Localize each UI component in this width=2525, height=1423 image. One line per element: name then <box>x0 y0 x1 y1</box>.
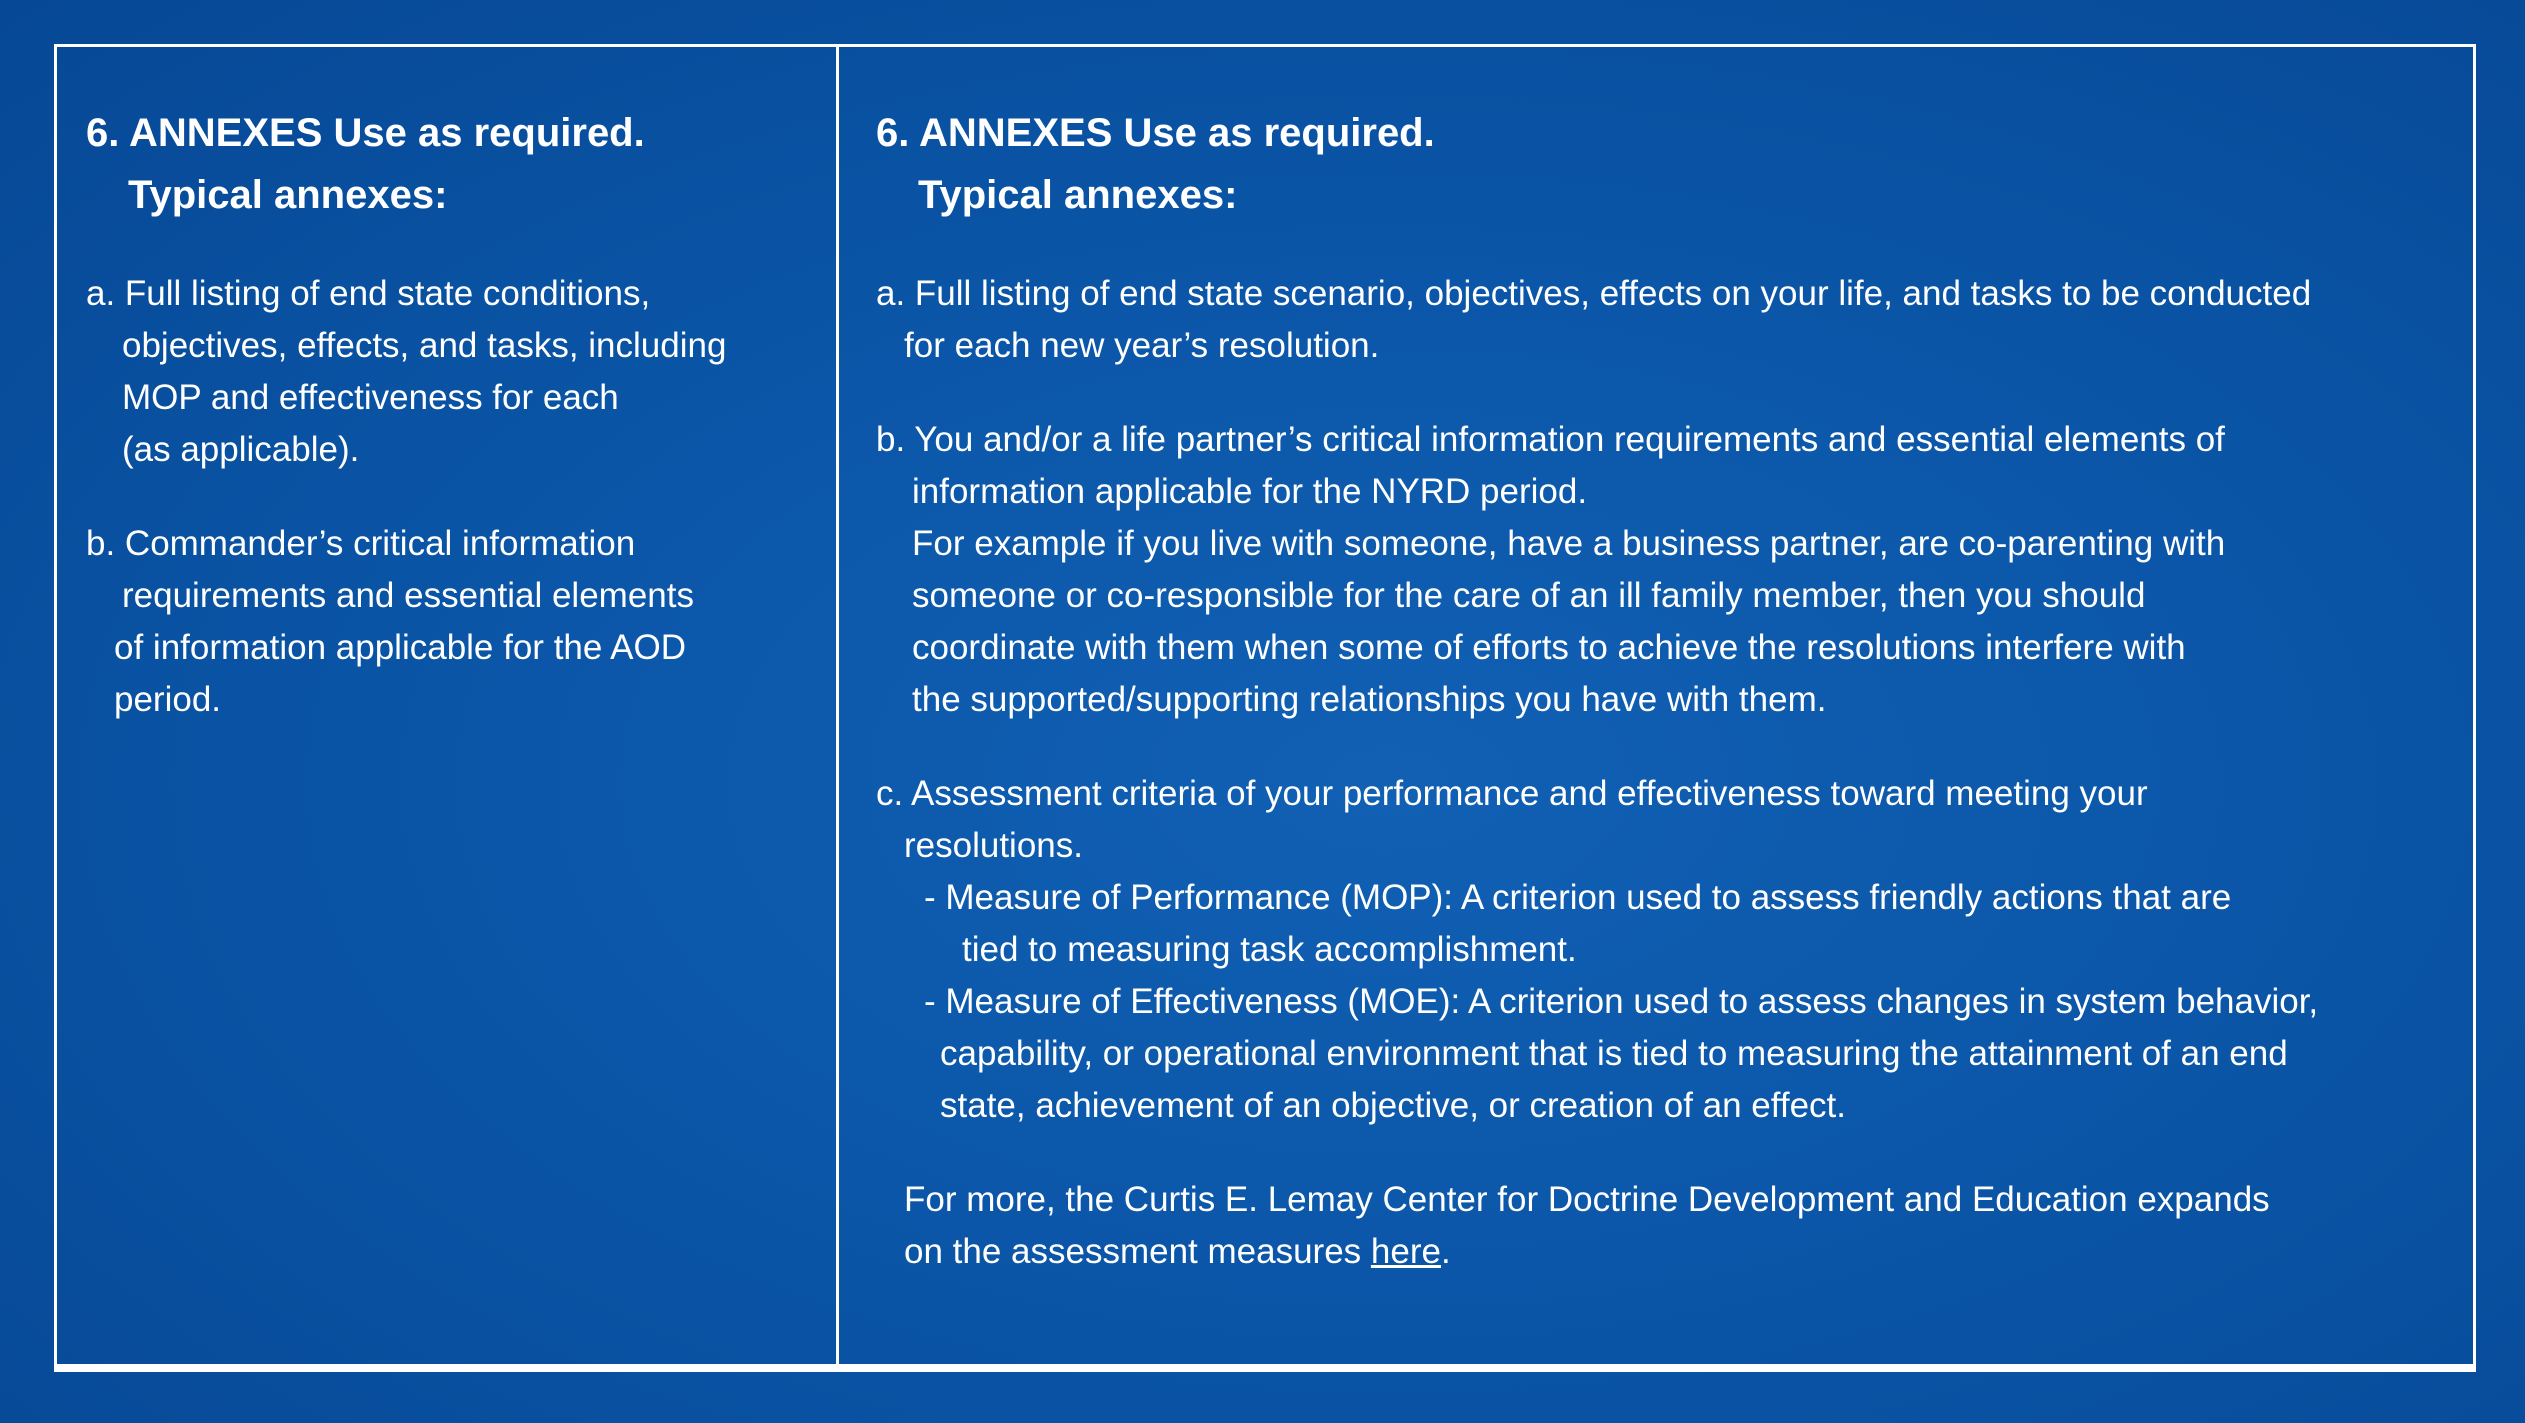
right-item-b-line: someone or co-responsible for the care of an ill family member, then you should <box>912 576 2146 615</box>
right-item-c <box>876 768 2436 1132</box>
right-item-b-line: the supported/supporting relationships you have with them. <box>912 680 1827 719</box>
mop-line: tied to measuring task accomplishment. <box>962 930 1577 969</box>
left-heading <box>86 102 826 226</box>
left-item-b-line: b. Commander’s critical information <box>86 524 636 563</box>
right-item-c-line: resolutions. <box>904 826 1083 865</box>
left-heading-line1: 6. ANNEXES Use as required. <box>86 111 645 155</box>
right-item-b <box>876 414 2436 726</box>
moe-line: - Measure of Effectiveness (MOE): A criterion used to assess changes in system behavior, <box>924 982 2319 1021</box>
footer-line2 <box>876 1226 2436 1278</box>
left-heading-line2: Typical annexes: <box>128 173 448 217</box>
left-item-a <box>86 268 826 476</box>
column-divider <box>836 44 839 1369</box>
right-column <box>876 44 2436 1278</box>
left-item-b-line: of information applicable for the AOD <box>114 628 686 667</box>
right-item-b-line: b. You and/or a life partner’s critical information requirements and essential elements of <box>876 420 2225 459</box>
right-item-b-line: For example if you live with someone, have a business partner, are co-parenting with <box>912 524 2226 563</box>
right-item-c-line: c. Assessment criteria of your performance and effectiveness toward meeting your <box>876 774 2148 813</box>
right-item-b-line: information applicable for the NYRD period. <box>912 472 1588 511</box>
left-item-b-line: requirements and essential elements <box>122 576 694 615</box>
moe-line: capability, or operational environment that is tied to measuring the attainment of an end <box>940 1034 2288 1073</box>
left-column <box>86 44 826 726</box>
moe-line: state, achievement of an objective, or creation of an effect. <box>940 1086 1847 1125</box>
right-item-b-line: coordinate with them when some of efforts to achieve the resolutions interfere with <box>912 628 2186 667</box>
left-item-a-line: objectives, effects, and tasks, including <box>122 326 727 365</box>
footer-line1: For more, the Curtis E. Lemay Center for Doctrine Development and Education expands <box>904 1180 2270 1219</box>
right-footer <box>876 1174 2436 1278</box>
left-item-a-line: MOP and effectiveness for each <box>122 378 619 417</box>
left-item-a-line: a. Full listing of end state conditions, <box>86 274 651 313</box>
mop-line: - Measure of Performance (MOP): A criterion used to assess friendly actions that are <box>924 878 2232 917</box>
right-item-a-line: a. Full listing of end state scenario, objectives, effects on your life, and tasks to be conducted <box>876 274 2312 313</box>
right-heading-line2: Typical annexes: <box>918 173 1238 217</box>
right-heading <box>876 102 2436 226</box>
here-link[interactable]: here <box>1370 1232 1441 1271</box>
left-item-b-line: period. <box>114 680 222 719</box>
footer-prefix: on the assessment measures <box>904 1232 1371 1271</box>
left-item-a-line: (as applicable). <box>122 430 360 469</box>
footer-suffix: . <box>1440 1232 1451 1271</box>
left-item-b <box>86 518 826 726</box>
right-item-a <box>876 268 2436 372</box>
right-heading-line1: 6. ANNEXES Use as required. <box>876 111 1435 155</box>
right-item-a-line: for each new year’s resolution. <box>904 326 1380 365</box>
